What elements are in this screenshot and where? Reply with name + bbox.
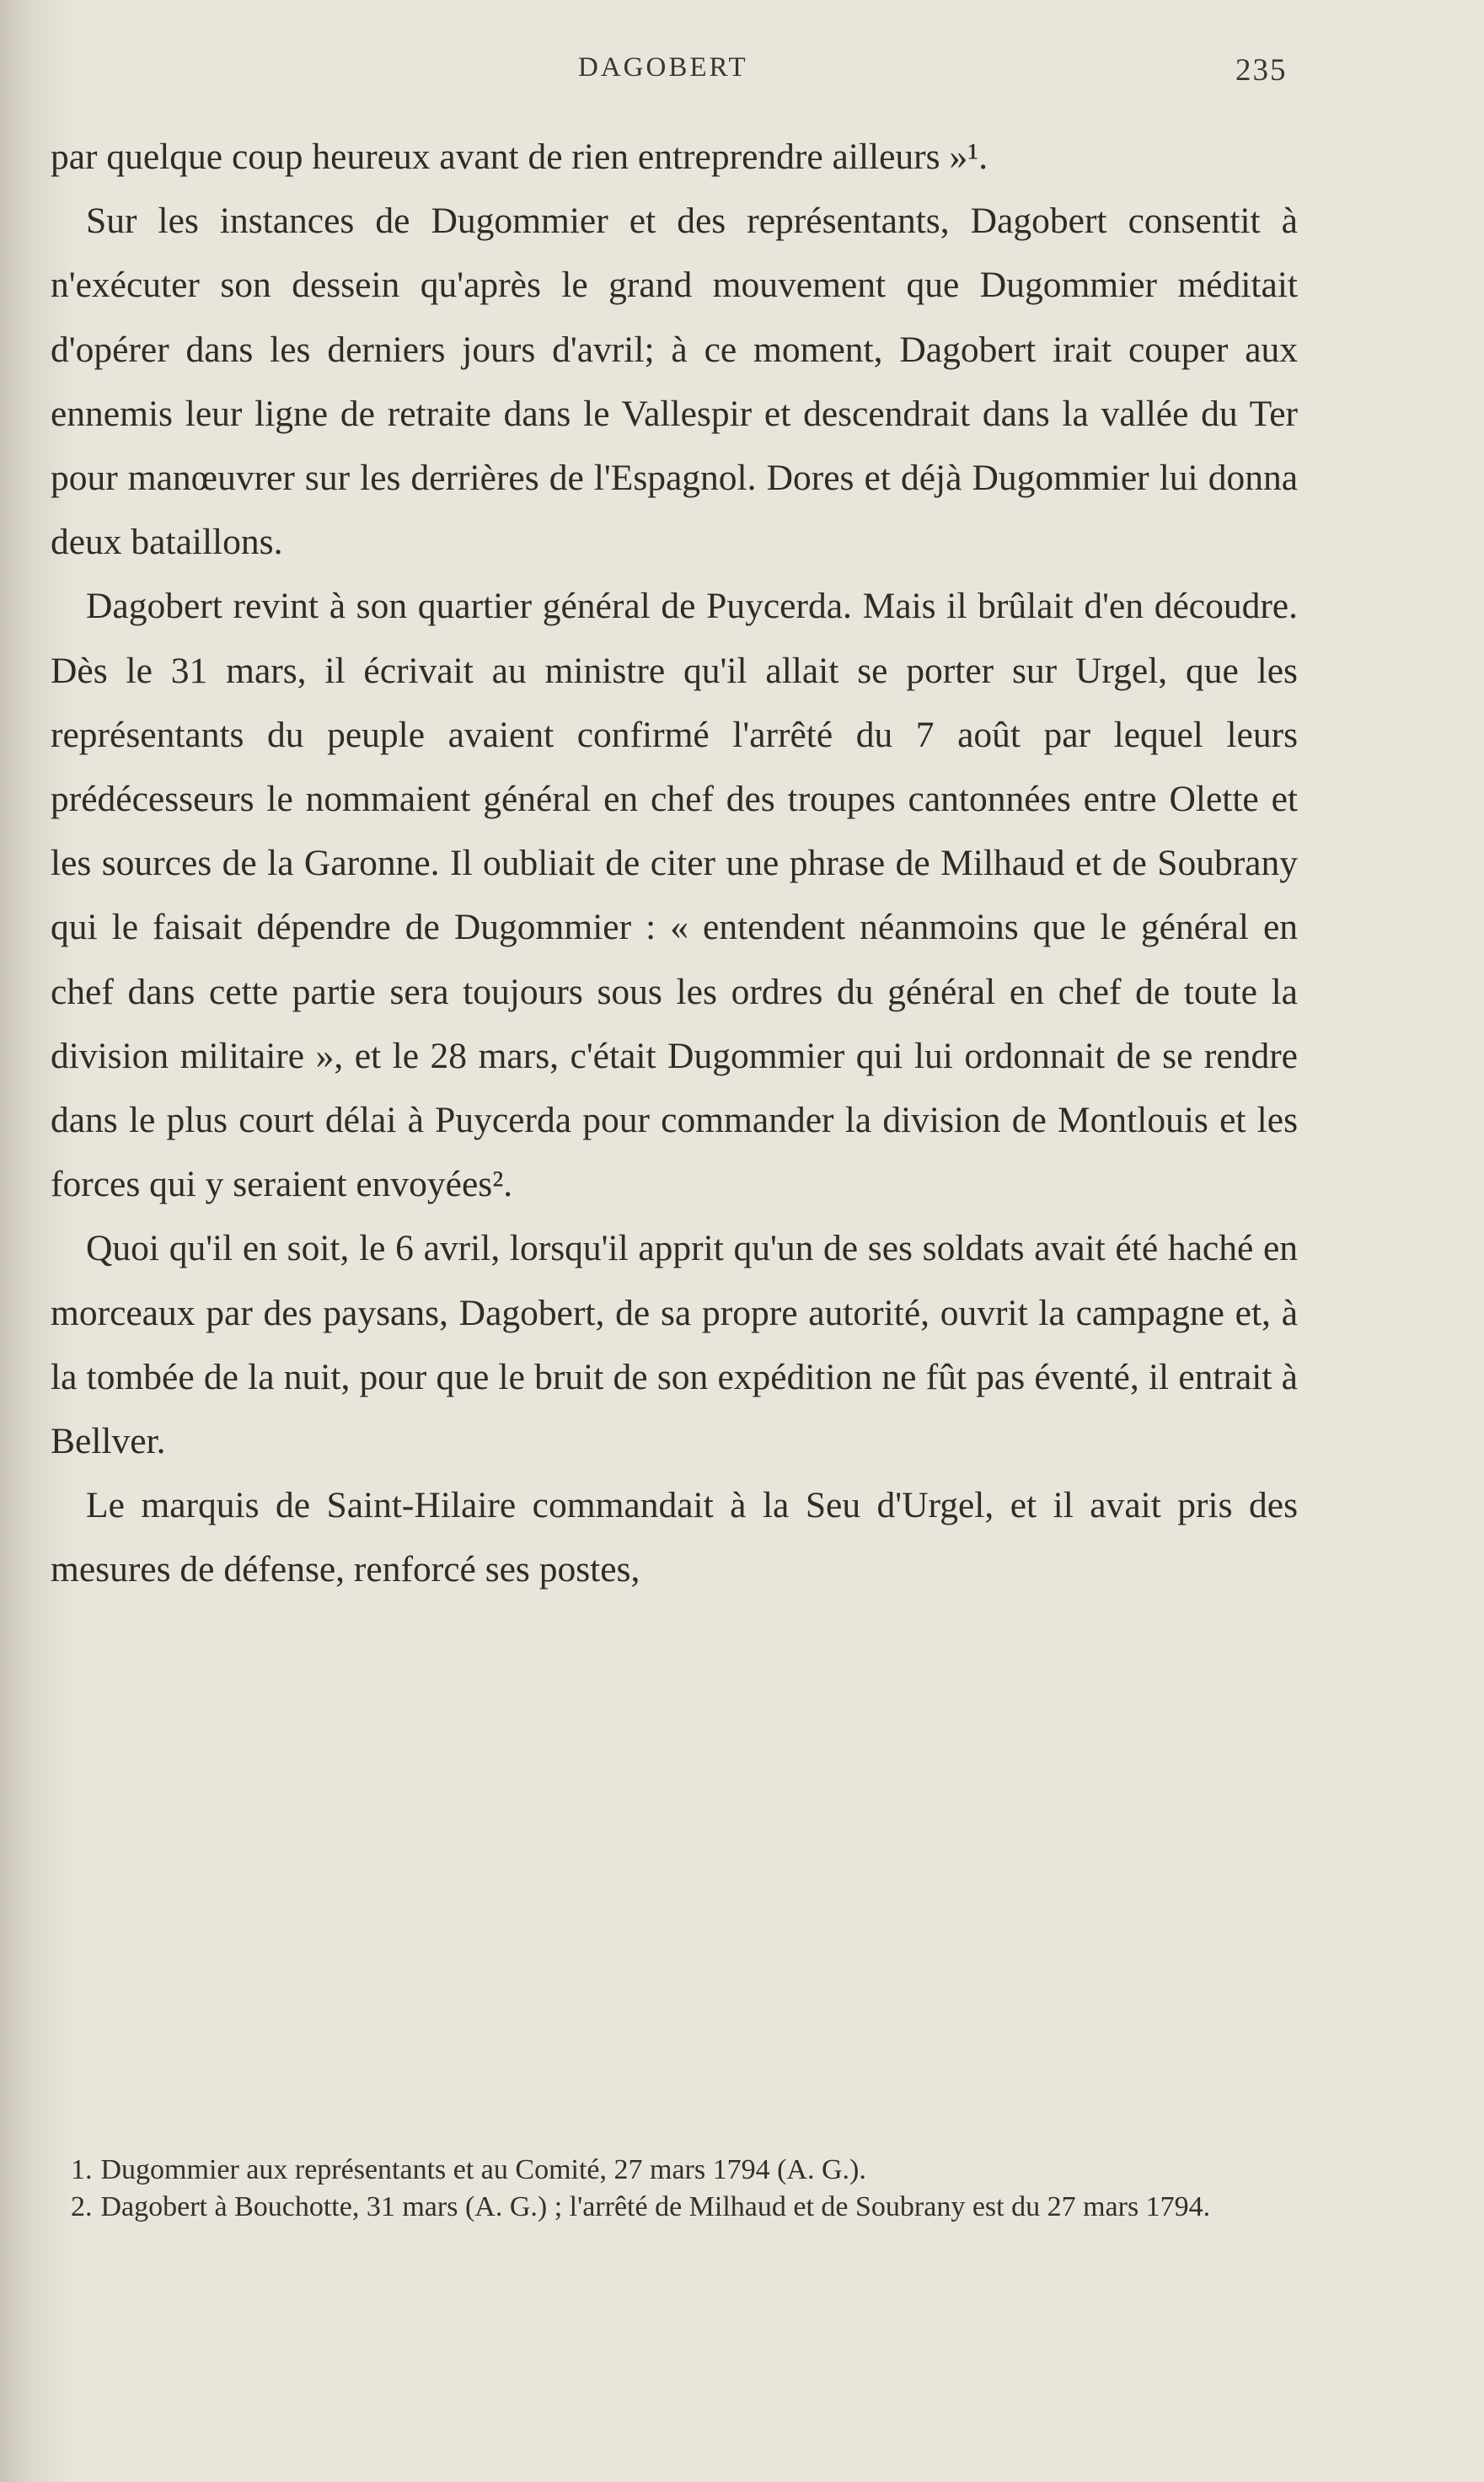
footnote-number: 2.: [71, 2191, 93, 2222]
paragraph: Quoi qu'il en soit, le 6 avril, lorsqu'il apprit qu'un de ses soldats avait été haché en morceaux par des paysans, Dagobert, de sa propre autorité, ouvrit la campagne et, à la tombée de la nuit, pour que le bruit de son expédition ne fût pas éventé, il entrait à Bellver.: [51, 1228, 1298, 1462]
footnote-text: Dagobert à Bouchotte, 31 mars (A. G.) ; l'arrêté de Milhaud et de Soubrany est du 27 mars 1794.: [100, 2191, 1211, 2222]
running-head: [0, 52, 1484, 94]
running-title: DAGOBERT: [578, 52, 748, 83]
page-number: 235: [1235, 53, 1288, 88]
footnote: [71, 2189, 1298, 2226]
paragraph: Dagobert revint à son quartier général de Puycerda. Mais il brûlait d'en découdre. Dès le 31 mars, il écrivait au ministre qu'il allait se porter sur Urgel, que les représentants du peuple avaient confirmé l'arrêté du 7 août par lequel leurs prédécesseurs le nommaient général en chef des troupes cantonnées entre Olette et les sources de la Garonne. Il oubliait de citer une phrase de Milhaud et de Soubrany qui le faisait dépendre de Dugommier : « entendent néanmoins que le général en chef dans cette partie sera toujours sous les ordres du général en chef de toute la division militaire », et le 28 mars, c'était Dugommier qui lui ordonnait de se rendre dans le plus court délai à Puycerda pour commander la division de Montlouis et les forces qui y seraient envoyées².: [51, 586, 1298, 1205]
paragraph: Sur les instances de Dugommier et des représentants, Dagobert consentit à n'exécuter son dessein qu'après le grand mouvement que Dugommier méditait d'opérer dans les derniers jours d'avril; à ce moment, Dagobert irait couper aux ennemis leur ligne de retraite dans le Vallespir et descendrait dans la vallée du Ter pour manœuvrer sur les derrières de l'Espagnol. Dores et déjà Dugommier lui donna deux bataillons.: [51, 201, 1298, 563]
footnote-text: Dugommier aux représentants et au Comité, 27 mars 1794 (A. G.).: [100, 2154, 866, 2185]
body-text: [51, 125, 1298, 1602]
footnotes: [71, 2152, 1298, 2226]
footnote-number: 1.: [71, 2154, 93, 2185]
paragraph: par quelque coup heureux avant de rien entreprendre ailleurs »¹.: [51, 137, 988, 177]
footnote: [71, 2152, 1298, 2189]
paragraph: Le marquis de Saint-Hilaire commandait à la Seu d'Urgel, et il avait pris des mesures de défense, renforcé ses postes,: [51, 1485, 1298, 1590]
